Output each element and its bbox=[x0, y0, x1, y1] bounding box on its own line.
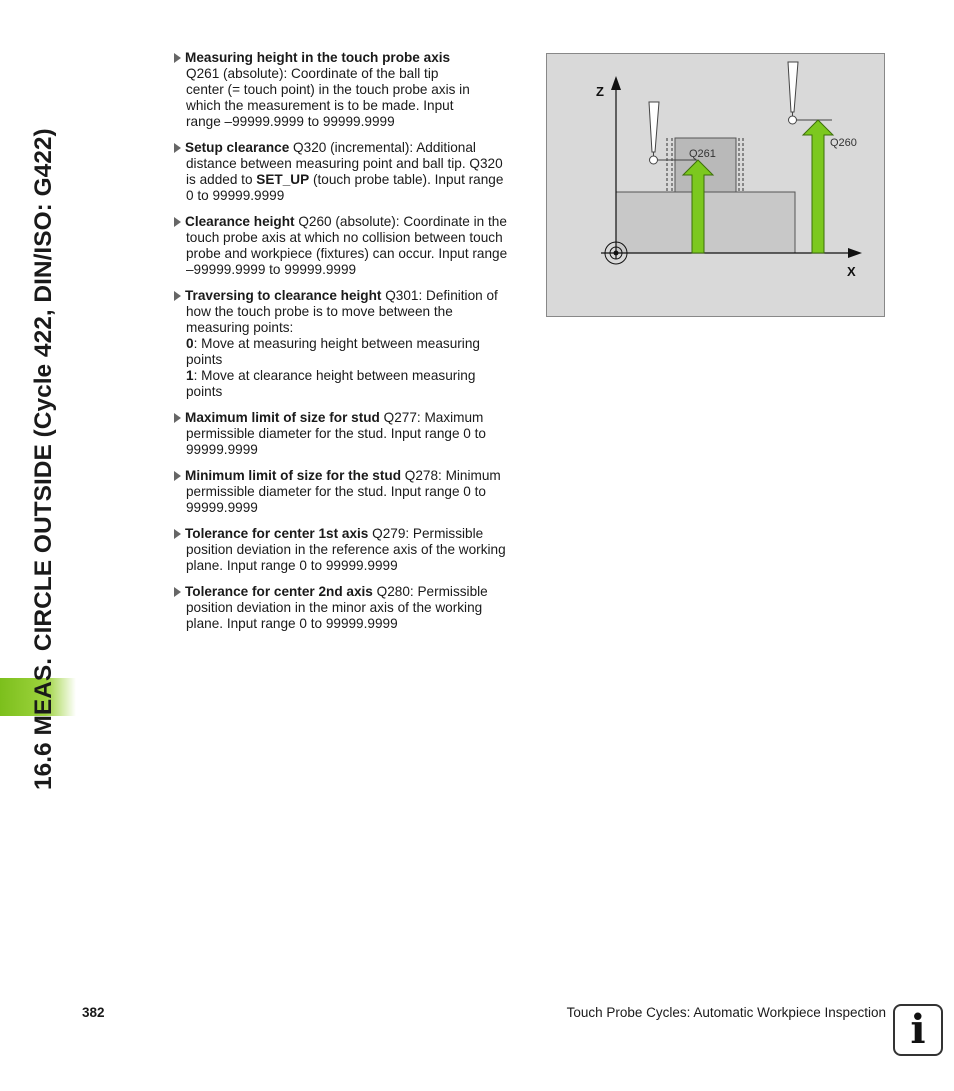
param-heading: Traversing to clearance height bbox=[185, 288, 382, 303]
param-q320 bbox=[172, 140, 532, 204]
q260-arrow bbox=[803, 120, 833, 253]
param-text: center (= touch point) in the touch probe axis in bbox=[186, 82, 470, 97]
param-text: Q301: Definition of bbox=[381, 288, 498, 303]
axis-x-label: X bbox=[847, 264, 856, 279]
x-axis-arrowhead bbox=[848, 248, 862, 258]
info-icon bbox=[893, 1004, 943, 1056]
bullet-triangle-icon bbox=[174, 143, 181, 153]
origin-dot bbox=[614, 251, 619, 256]
param-text: : Move at clearance height between measuring bbox=[193, 368, 476, 383]
param-text: Q261 (absolute): Coordinate of the ball tip bbox=[186, 66, 439, 81]
param-text: permissible diameter for the stud. Input range 0 to bbox=[186, 426, 486, 441]
bullet-triangle-icon bbox=[174, 471, 181, 481]
param-text: is added to bbox=[186, 172, 257, 187]
param-heading: Minimum limit of size for the stud bbox=[185, 468, 401, 483]
param-heading: Tolerance for center 2nd axis bbox=[185, 584, 373, 599]
param-q277 bbox=[172, 410, 532, 458]
bullet-triangle-icon bbox=[174, 529, 181, 539]
param-text: Q277: Maximum bbox=[379, 410, 484, 425]
param-text: 99999.9999 bbox=[186, 442, 258, 457]
probe-left-stylus bbox=[649, 102, 659, 152]
param-text: distance between measuring point and ball tip. Q320 bbox=[186, 156, 503, 171]
bullet-triangle-icon bbox=[174, 587, 181, 597]
param-text: points bbox=[186, 352, 223, 367]
probe-diagram-svg bbox=[547, 54, 886, 318]
param-q261 bbox=[172, 50, 532, 130]
param-heading: Maximum limit of size for stud bbox=[185, 410, 380, 425]
param-option-0 bbox=[185, 336, 532, 352]
param-heading: Tolerance for center 1st axis bbox=[185, 526, 369, 541]
param-q260 bbox=[172, 214, 532, 278]
param-q301 bbox=[172, 288, 532, 400]
param-q280 bbox=[172, 584, 532, 632]
param-text: how the touch probe is to move between the bbox=[186, 304, 453, 319]
param-text: Q279: Permissible bbox=[368, 526, 484, 541]
z-axis-arrowhead bbox=[611, 76, 621, 90]
bullet-triangle-icon bbox=[174, 217, 181, 227]
param-text: probe and workpiece (fixtures) can occur. Input range bbox=[186, 246, 508, 261]
chapter-side-title: 16.6 MEAS. CIRCLE OUTSIDE (Cycle 422, DIN/ISO: G422) bbox=[30, 128, 57, 790]
option-value: 1 bbox=[186, 368, 194, 383]
page-number: 382 bbox=[82, 1005, 105, 1020]
probe-right-stylus bbox=[788, 62, 798, 112]
param-text: (touch probe table). Input range bbox=[309, 172, 504, 187]
param-text-setup bbox=[185, 172, 532, 188]
param-text: 99999.9999 bbox=[186, 500, 258, 515]
param-text: permissible diameter for the stud. Input range 0 to bbox=[186, 484, 486, 499]
option-value: 0 bbox=[186, 336, 194, 351]
param-text: 0 to 99999.9999 bbox=[186, 188, 285, 203]
param-text: : Move at measuring height between measuring bbox=[193, 336, 480, 351]
param-text: Q260 (absolute): Coordinate in the bbox=[294, 214, 507, 229]
param-text: Q320 (incremental): Additional bbox=[289, 140, 476, 155]
param-text: –99999.9999 to 99999.9999 bbox=[186, 262, 357, 277]
param-text: plane. Input range 0 to 99999.9999 bbox=[186, 616, 398, 631]
running-footer-title: Touch Probe Cycles: Automatic Workpiece Inspection bbox=[566, 1005, 886, 1020]
probe-diagram bbox=[546, 53, 885, 317]
param-q278 bbox=[172, 468, 532, 516]
param-option-1 bbox=[185, 368, 532, 384]
bullet-triangle-icon bbox=[174, 413, 181, 423]
workpiece-block bbox=[616, 192, 795, 253]
param-text: plane. Input range 0 to 99999.9999 bbox=[186, 558, 398, 573]
param-text: range –99999.9999 to 99999.9999 bbox=[186, 114, 395, 129]
param-q279 bbox=[172, 526, 532, 574]
param-text: touch probe axis at which no collision between touch bbox=[186, 230, 503, 245]
bullet-triangle-icon bbox=[174, 53, 181, 63]
axis-z-label: Z bbox=[596, 84, 604, 99]
param-text: Q280: Permissible bbox=[372, 584, 488, 599]
param-heading: Setup clearance bbox=[185, 140, 290, 155]
stud-block bbox=[675, 138, 736, 192]
param-text: which the measurement is to be made. Input bbox=[186, 98, 454, 113]
param-text: points bbox=[186, 384, 223, 399]
param-heading: Clearance height bbox=[185, 214, 295, 229]
param-text: measuring points: bbox=[186, 320, 294, 335]
info-glyph: i bbox=[910, 1006, 926, 1053]
q260-label: Q260 bbox=[830, 137, 857, 149]
param-heading: Measuring height in the touch probe axis bbox=[185, 50, 451, 65]
probe-right-ball bbox=[789, 116, 797, 124]
parameter-list bbox=[172, 50, 532, 642]
param-text: position deviation in the reference axis of the working bbox=[186, 542, 506, 557]
param-text: Q278: Minimum bbox=[401, 468, 501, 483]
bullet-triangle-icon bbox=[174, 291, 181, 301]
param-keyword: SET_UP bbox=[256, 172, 310, 187]
param-text: position deviation in the minor axis of the working bbox=[186, 600, 483, 615]
q261-label: Q261 bbox=[689, 148, 716, 160]
probe-left-ball bbox=[650, 156, 658, 164]
